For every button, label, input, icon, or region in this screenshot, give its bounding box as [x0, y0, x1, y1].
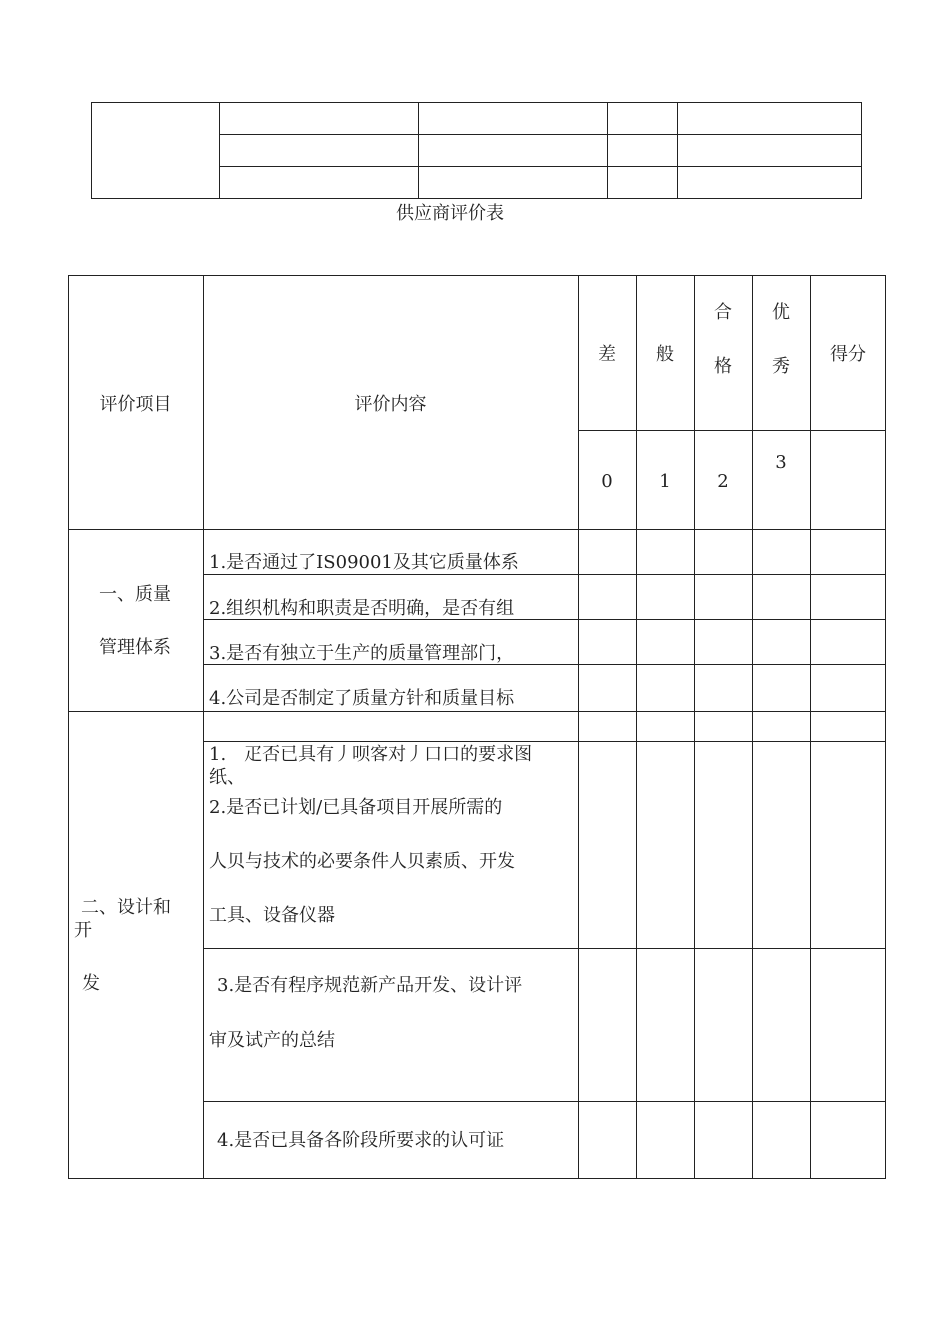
- top-table-divider: [677, 102, 678, 199]
- section-2-title-line3: 发: [82, 973, 100, 994]
- row-line: [203, 574, 886, 575]
- grade-score-poor: 0: [601, 471, 613, 492]
- table-col-divider: [752, 275, 753, 1179]
- header-score-divider: [578, 430, 886, 431]
- criterion-text: 审及试产的总结: [209, 1030, 335, 1051]
- grade-score-excellent: 3: [775, 452, 787, 473]
- row-line: [203, 948, 886, 949]
- criterion-text: 纸、: [209, 767, 245, 788]
- top-table-divider: [219, 102, 220, 199]
- grade-label-qualified-line2: 格: [714, 356, 732, 377]
- header-bottom-line: [68, 529, 886, 530]
- criterion-text: 3.是否有程序规范新产品开发、设计评: [217, 975, 523, 996]
- row-line: [203, 1101, 886, 1102]
- section-2-title-line1: 二、设计和: [81, 897, 171, 918]
- grade-label-excellent-line1: 优: [772, 302, 790, 323]
- grade-label-average: 般: [656, 344, 674, 365]
- grade-label-poor: 差: [598, 344, 616, 365]
- table-col-divider: [810, 275, 811, 1179]
- criterion-text: 工具、设备仪器: [209, 905, 335, 926]
- criterion-text: 1.是否通过了IS09001及其它质量体系: [209, 552, 519, 573]
- top-table-row-line: [219, 166, 862, 167]
- top-table-row-line: [219, 134, 862, 135]
- header-score-label: 得分: [830, 344, 866, 365]
- criterion-text: 2.是否已计划/已具备项目开展所需的: [209, 797, 503, 818]
- row-line: [203, 741, 886, 742]
- top-partial-table: [91, 102, 862, 199]
- form-caption: 供应商评价表: [396, 203, 504, 224]
- section-1-title-line2: 管理体系: [99, 637, 171, 658]
- header-content-label: 评价内容: [354, 394, 427, 415]
- top-table-divider: [607, 102, 608, 199]
- table-col-divider: [636, 275, 637, 1179]
- grade-label-qualified-line1: 合: [714, 302, 732, 323]
- table-col-divider: [694, 275, 695, 1179]
- top-table-divider: [418, 102, 419, 199]
- criterion-text: 人贝与技术的必要条件人贝素质、开发: [209, 851, 515, 872]
- section-1-title-line1: 一、质量: [99, 584, 171, 605]
- grade-label-excellent-line2: 秀: [772, 356, 790, 377]
- criterion-text: 2.组织机构和职责是否明确，是否有组: [209, 598, 515, 619]
- section-2-title-line2: 开: [74, 920, 92, 941]
- header-item-label: 评价项目: [99, 394, 172, 415]
- table-col-divider: [578, 275, 579, 1179]
- criterion-text: 1. 疋否已具有丿呗客对丿口口的要求图: [209, 744, 533, 765]
- criterion-text: 3.是否有独立于生产的质量管理部门，: [209, 643, 515, 664]
- criterion-text: 4.公司是否制定了质量方针和质量目标: [209, 688, 515, 709]
- grade-score-qualified: 2: [717, 471, 729, 492]
- grade-score-average: 1: [659, 471, 671, 492]
- criterion-text: 4.是否已具备各阶段所要求的认可证: [217, 1130, 505, 1151]
- section-divider: [68, 711, 886, 712]
